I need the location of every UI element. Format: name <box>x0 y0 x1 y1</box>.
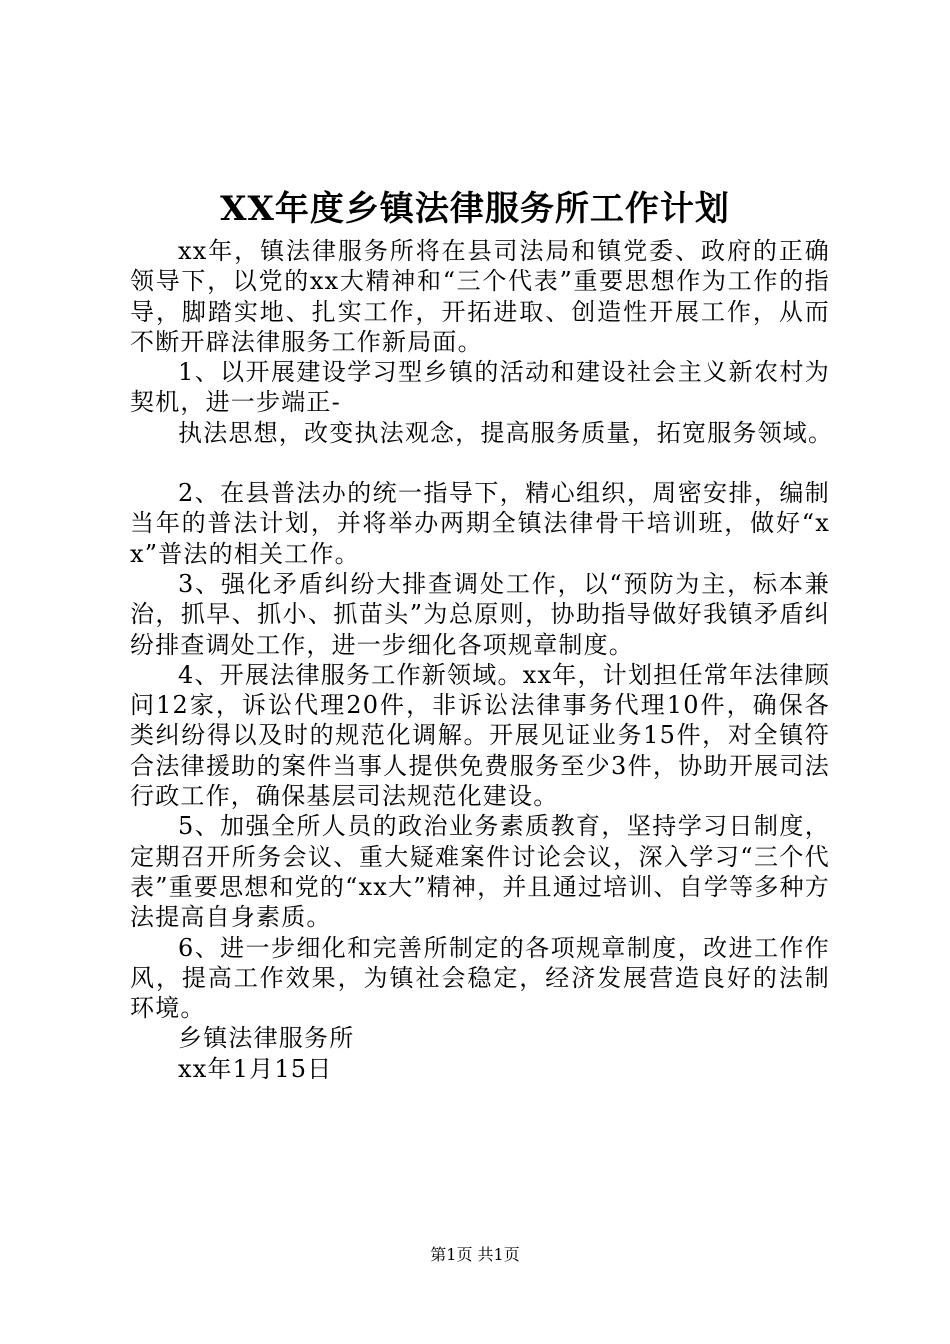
item-4-paragraph: 4、开展法律服务工作新领域。xx年，计划担任常年法律顾问12家，诉讼代理20件，非诉讼法律事务代理10件，确保各类纠纷得以及时的规范化调解。开展见证业务15件，对全镇符合法律援助的案件当事人提供免费服务至少3件，协助开展司法行政工作，确保基层司法规范化建设。 <box>130 660 830 811</box>
page-footer: 第1页 共1页 <box>430 1245 520 1264</box>
document-body <box>130 236 834 1084</box>
item-1-continuation: 执法思想，改变执法观念，提高服务质量，拓宽服务领域。 <box>178 418 834 447</box>
item-5-paragraph: 5、加强全所人员的政治业务素质教育，坚持学习日制度，定期召开所务会议、重大疑难案件讨论会议，深入学习“三个代表”重要思想和党的“xx大”精神，并且通过培训、自学等多种方法提高自身素质。 <box>130 812 830 932</box>
item-3-paragraph: 3、强化矛盾纠纷大排查调处工作，以“预防为主，标本兼治，抓早、抓小、抓苗头”为总原则，协助指导做好我镇矛盾纠纷排查调处工作，进一步细化各项规章制度。 <box>130 569 830 659</box>
item-6-paragraph: 6、进一步细化和完善所制定的各项规章制度，改进工作作风，提高工作效果，为镇社会稳定，经济发展营造良好的法制环境。 <box>130 933 830 1023</box>
document-title: XX年度乡镇法律服务所工作计划 <box>220 189 730 229</box>
item-1-paragraph: 1、以开展建设学习型乡镇的活动和建设社会主义新农村为契机，进一步端正- <box>130 358 830 417</box>
intro-paragraph: xx年，镇法律服务所将在县司法局和镇党委、政府的正确领导下，以党的xx大精神和“三个代表”重要思想作为工作的指导，脚踏实地、扎实工作，开拓进取、创造性开展工作，从而不断开辟法律服务工作新局面。 <box>130 237 830 356</box>
signature-organization: 乡镇法律服务所 <box>178 1024 355 1053</box>
signature-date: xx年1月15日 <box>178 1054 333 1083</box>
item-2-paragraph: 2、在县普法办的统一指导下，精心组织，周密安排，编制当年的普法计划，并将举办两期全镇法律骨干培训班，做好“xx”普法的相关工作。 <box>130 479 830 568</box>
